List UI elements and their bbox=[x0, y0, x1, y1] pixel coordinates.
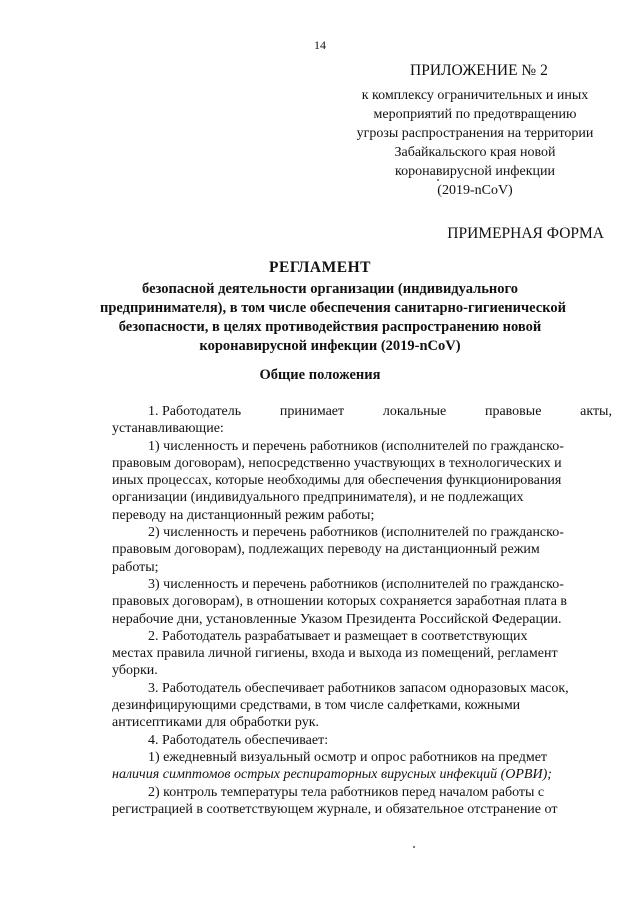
text-line: 1) численность и перечень работников (исполнителей по гражданско- bbox=[148, 438, 564, 454]
text-line: регистрацией в соответствующем журнале, и обязательное отстранение от bbox=[112, 801, 558, 817]
text-line: правовым договорам), подлежащих переводу на дистанционный режим bbox=[112, 542, 540, 558]
text-line: переводу на дистанционный режим работы; bbox=[112, 507, 375, 523]
section-title: Общие положения bbox=[259, 367, 381, 383]
subtitle-line: безопасной деятельности организации (индивидуального bbox=[142, 281, 518, 297]
appendix-line: мероприятий по предотвращению bbox=[373, 107, 577, 122]
text-line: 3) численность и перечень работников (исполнителей по гражданско- bbox=[148, 576, 564, 592]
text-line: 4. Работодатель обеспечивает: bbox=[148, 732, 329, 748]
subtitle-line: безопасности, в целях противодействия распространению новой bbox=[118, 319, 542, 335]
text-line: дезинфицирующими средствами, в том числе салфетками, кожными bbox=[112, 698, 521, 714]
text-line: 2) контроль температуры тела работников перед началом работы с bbox=[148, 784, 545, 800]
body-text bbox=[112, 403, 612, 818]
page-number: 14 bbox=[314, 38, 326, 52]
text-line: иных процессах, которые необходимы для обеспечения функционирования bbox=[112, 473, 562, 489]
text-line: нерабочие дни, установленные Указом Президента Российской Федерации. bbox=[112, 611, 562, 627]
text-line: организации (индивидуального предпринимателя), и не подлежащих bbox=[112, 490, 524, 506]
text-line: 3. Работодатель обеспечивает работников запасом одноразовых масок, bbox=[148, 680, 569, 696]
subtitle-line: коронавирусной инфекции (2019-nCoV) bbox=[199, 338, 461, 354]
appendix-line: коронавирусной инфекции bbox=[395, 164, 555, 179]
text-line: антисептиками для обработки рук. bbox=[112, 715, 320, 731]
text-line: местах правила личной гигиены, входа и выхода из помещений, регламент bbox=[112, 646, 558, 662]
text-line: устанавливающие: bbox=[112, 421, 224, 437]
paragraph-1-line: 1. Работодатель принимает локальные правовые акты, bbox=[148, 404, 612, 419]
text-line: наличия симптомов острых респираторных вирусных инфекций (ОРВИ); bbox=[112, 767, 552, 783]
text-line: правовым договорам), непосредственно участвующих в технологических и bbox=[112, 455, 562, 471]
text-line: 1) ежедневный визуальный осмотр и опрос работников на предмет bbox=[148, 749, 548, 765]
form-label: ПРИМЕРНАЯ ФОРМА bbox=[447, 225, 604, 242]
appendix-description bbox=[330, 86, 620, 200]
regulation-title: РЕГЛАМЕНТ bbox=[269, 259, 371, 276]
text-line: правовых договорам), в отношении которых сохраняется заработная плата в bbox=[112, 594, 568, 610]
text-line: 2) численность и перечень работников (исполнителей по гражданско- bbox=[148, 525, 564, 541]
text-line: работы; bbox=[112, 559, 159, 575]
appendix-line: Забайкальского края новой bbox=[394, 145, 556, 160]
appendix-line: к комплексу ограничительных и иных bbox=[361, 88, 589, 103]
appendix-line: угрозы распространения на территории bbox=[356, 126, 594, 141]
text-line: 2. Работодатель разрабатывает и размещает в соответствующих bbox=[148, 628, 528, 644]
regulation-subtitle bbox=[100, 280, 566, 356]
subtitle-line: предпринимателя), в том числе обеспечения санитарно-гигиенической bbox=[100, 300, 566, 316]
speck-mark bbox=[413, 846, 415, 848]
appendix-line: (2019-nCoV) bbox=[437, 183, 513, 198]
speck-mark bbox=[437, 179, 439, 181]
appendix-title: ПРИЛОЖЕНИЕ № 2 bbox=[410, 62, 548, 79]
text-line: уборки. bbox=[112, 663, 158, 679]
